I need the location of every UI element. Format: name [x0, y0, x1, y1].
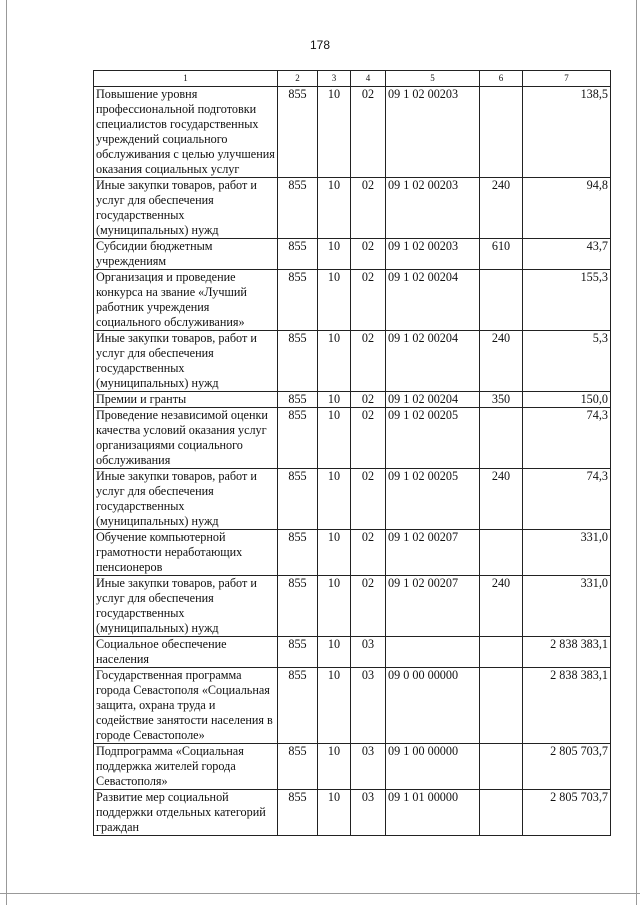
subsection-code: 02	[351, 392, 386, 408]
target-article-code: 09 1 02 00203	[386, 178, 480, 239]
expense-name: Субсидии бюджетным учреждениям	[94, 239, 278, 270]
subsection-code: 02	[351, 239, 386, 270]
expense-type-code	[480, 637, 523, 668]
expense-name: Иные закупки товаров, работ и услуг для обеспечения государственных (муниципальных) нужд	[94, 178, 278, 239]
ministry-code: 855	[278, 239, 318, 270]
ministry-code: 855	[278, 790, 318, 836]
subsection-code: 03	[351, 790, 386, 836]
amount: 331,0	[523, 530, 611, 576]
target-article-code	[386, 637, 480, 668]
section-code: 10	[318, 744, 351, 790]
section-code: 10	[318, 530, 351, 576]
table-row	[94, 408, 611, 469]
expense-type-code: 610	[480, 239, 523, 270]
ministry-code: 855	[278, 87, 318, 178]
expense-name: Государственная программа города Севастополя «Социальная защита, охрана труда и содействие занятости населения в городе Севастополе»	[94, 668, 278, 744]
column-header: 5	[386, 71, 480, 87]
ministry-code: 855	[278, 576, 318, 637]
target-article-code: 09 1 02 00203	[386, 239, 480, 270]
section-code: 10	[318, 576, 351, 637]
table-row	[94, 87, 611, 178]
section-code: 10	[318, 668, 351, 744]
expense-name: Проведение независимой оценки качества условий оказания услуг организациями социального обслуживания	[94, 408, 278, 469]
section-code: 10	[318, 637, 351, 668]
target-article-code: 09 1 01 00000	[386, 790, 480, 836]
amount: 150,0	[523, 392, 611, 408]
amount: 331,0	[523, 576, 611, 637]
expense-type-code	[480, 270, 523, 331]
subsection-code: 02	[351, 576, 386, 637]
target-article-code: 09 1 02 00207	[386, 576, 480, 637]
scan-edge-right	[636, 0, 637, 905]
column-header: 7	[523, 71, 611, 87]
table-row	[94, 239, 611, 270]
subsection-code: 03	[351, 637, 386, 668]
section-code: 10	[318, 408, 351, 469]
table-row	[94, 744, 611, 790]
page-number: 178	[309, 38, 331, 52]
target-article-code: 09 1 02 00204	[386, 331, 480, 392]
subsection-code: 02	[351, 408, 386, 469]
expense-name: Организация и проведение конкурса на звание «Лучший работник учреждения социального обслуживания»	[94, 270, 278, 331]
section-code: 10	[318, 392, 351, 408]
amount: 43,7	[523, 239, 611, 270]
expense-name: Развитие мер социальной поддержки отдельных категорий граждан	[94, 790, 278, 836]
target-article-code: 09 1 02 00205	[386, 469, 480, 530]
expense-type-code	[480, 744, 523, 790]
expense-name: Социальное обеспечение населения	[94, 637, 278, 668]
target-article-code: 09 1 02 00204	[386, 392, 480, 408]
subsection-code: 02	[351, 469, 386, 530]
subsection-code: 02	[351, 87, 386, 178]
section-code: 10	[318, 790, 351, 836]
scan-edge-left	[6, 0, 7, 905]
subsection-code: 02	[351, 530, 386, 576]
column-header: 2	[278, 71, 318, 87]
expense-type-code: 240	[480, 576, 523, 637]
amount: 138,5	[523, 87, 611, 178]
column-header: 1	[94, 71, 278, 87]
amount: 74,3	[523, 469, 611, 530]
target-article-code: 09 1 02 00205	[386, 408, 480, 469]
expense-type-code: 350	[480, 392, 523, 408]
ministry-code: 855	[278, 668, 318, 744]
table-row	[94, 178, 611, 239]
expense-name: Иные закупки товаров, работ и услуг для обеспечения государственных (муниципальных) нужд	[94, 331, 278, 392]
expense-name: Премии и гранты	[94, 392, 278, 408]
amount: 155,3	[523, 270, 611, 331]
section-code: 10	[318, 270, 351, 331]
table-row	[94, 668, 611, 744]
table-row	[94, 530, 611, 576]
ministry-code: 855	[278, 392, 318, 408]
section-code: 10	[318, 87, 351, 178]
subsection-code: 03	[351, 668, 386, 744]
budget-table	[93, 70, 611, 836]
ministry-code: 855	[278, 744, 318, 790]
amount: 2 805 703,7	[523, 790, 611, 836]
expense-type-code	[480, 530, 523, 576]
table-row	[94, 270, 611, 331]
subsection-code: 02	[351, 331, 386, 392]
expense-type-code: 240	[480, 331, 523, 392]
section-code: 10	[318, 331, 351, 392]
subsection-code: 03	[351, 744, 386, 790]
target-article-code: 09 1 00 00000	[386, 744, 480, 790]
table-row	[94, 790, 611, 836]
ministry-code: 855	[278, 178, 318, 239]
amount: 94,8	[523, 178, 611, 239]
amount: 2 805 703,7	[523, 744, 611, 790]
table-row	[94, 637, 611, 668]
expense-name: Иные закупки товаров, работ и услуг для обеспечения государственных (муниципальных) нужд	[94, 469, 278, 530]
ministry-code: 855	[278, 331, 318, 392]
expense-type-code	[480, 87, 523, 178]
expense-name: Иные закупки товаров, работ и услуг для обеспечения государственных (муниципальных) нужд	[94, 576, 278, 637]
target-article-code: 09 1 02 00204	[386, 270, 480, 331]
amount: 2 838 383,1	[523, 637, 611, 668]
amount: 74,3	[523, 408, 611, 469]
column-header: 3	[318, 71, 351, 87]
target-article-code: 09 1 02 00207	[386, 530, 480, 576]
expense-type-code: 240	[480, 469, 523, 530]
target-article-code: 09 1 02 00203	[386, 87, 480, 178]
expense-type-code	[480, 668, 523, 744]
table-row	[94, 331, 611, 392]
expense-name: Повышение уровня профессиональной подготовки специалистов государственных учреждений социального обслуживания с целью улучшения оказания социальных услуг	[94, 87, 278, 178]
expense-type-code	[480, 790, 523, 836]
ministry-code: 855	[278, 270, 318, 331]
table-row	[94, 392, 611, 408]
expense-name: Обучение компьютерной грамотности неработающих пенсионеров	[94, 530, 278, 576]
expense-type-code: 240	[480, 178, 523, 239]
subsection-code: 02	[351, 270, 386, 331]
ministry-code: 855	[278, 530, 318, 576]
table-row	[94, 469, 611, 530]
amount: 2 838 383,1	[523, 668, 611, 744]
section-code: 10	[318, 469, 351, 530]
subsection-code: 02	[351, 178, 386, 239]
table-row	[94, 576, 611, 637]
column-number-row	[94, 71, 611, 87]
column-header: 6	[480, 71, 523, 87]
column-header: 4	[351, 71, 386, 87]
expense-type-code	[480, 408, 523, 469]
scan-edge-bottom	[0, 893, 640, 894]
section-code: 10	[318, 239, 351, 270]
amount: 5,3	[523, 331, 611, 392]
ministry-code: 855	[278, 408, 318, 469]
target-article-code: 09 0 00 00000	[386, 668, 480, 744]
expense-name: Подпрограмма «Социальная поддержка жителей города Севастополя»	[94, 744, 278, 790]
ministry-code: 855	[278, 469, 318, 530]
ministry-code: 855	[278, 637, 318, 668]
section-code: 10	[318, 178, 351, 239]
